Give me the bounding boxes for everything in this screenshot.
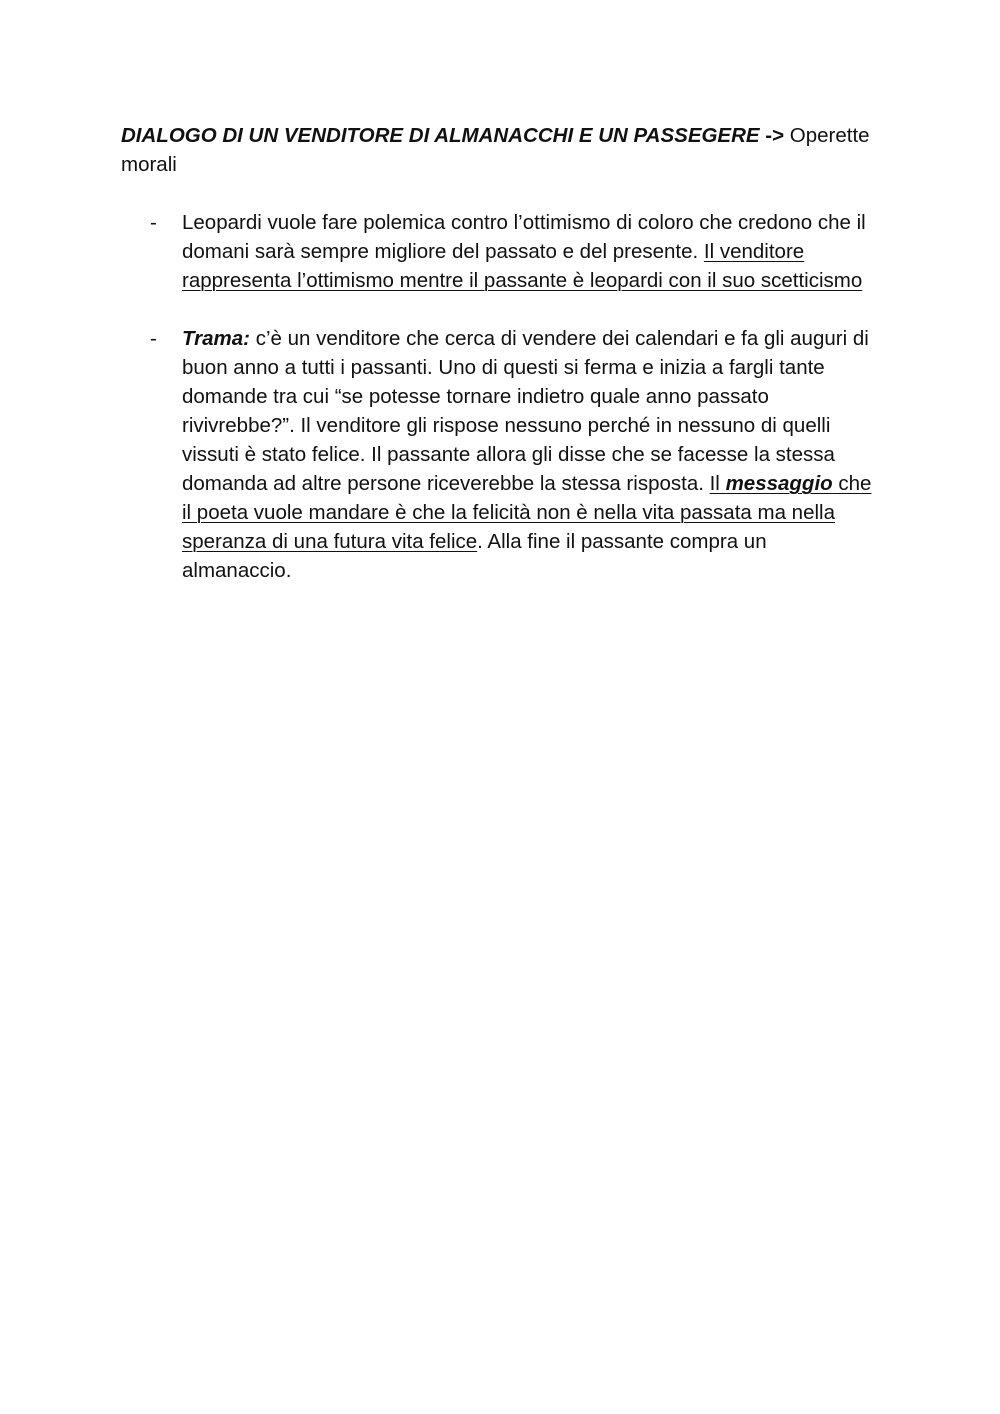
bullet-item-polemica (121, 208, 881, 295)
bullet-tail: . Alla fine il passante compra un almanaccio. (182, 530, 767, 582)
bullet-text: Leopardi vuole fare polemica contro l’ottimismo di coloro che credono che il domani sarà sempre migliore del passato e del presente. (182, 211, 866, 263)
bullet-marker: - (150, 327, 157, 350)
bullet-marker: - (150, 211, 157, 234)
heading-title: DIALOGO DI UN VENDITORE DI ALMANACCHI E UN PASSEGERE (121, 124, 760, 147)
bullet-text: c’è un venditore che cerca di vendere dei calendari e fa gli auguri di buon anno a tutti i passanti. Uno di questi si ferma e inizia a fargli tante domande tra cui “se potesse tornare indietro quale anno passato rivivrebbe?”. Il venditore gli rispose nessuno perché in nessuno di quelli vissuti è stato felice. Il passante allora gli disse che se facesse la stessa domanda ad altre persone riceverebbe la stessa risposta. (182, 327, 869, 495)
document-body (121, 121, 881, 614)
bullet-list (121, 208, 881, 585)
underlined-text: Il venditore rappresenta l’ottimismo mentre il passante è leopardi con il suo scetticismo (182, 240, 863, 292)
underlined-sentence: che il poeta vuole mandare è che la felicità non è nella vita passata ma nella speranza di una futura vita felice (182, 472, 872, 553)
heading-subtitle: Operette morali (121, 124, 870, 176)
trama-label: Trama: (182, 327, 250, 350)
bullet-item-trama (121, 324, 881, 585)
messaggio-keyword: messaggio (725, 472, 833, 495)
underlined-prefix: Il (709, 472, 726, 495)
document-heading (121, 121, 881, 179)
heading-arrow: -> (759, 124, 785, 147)
